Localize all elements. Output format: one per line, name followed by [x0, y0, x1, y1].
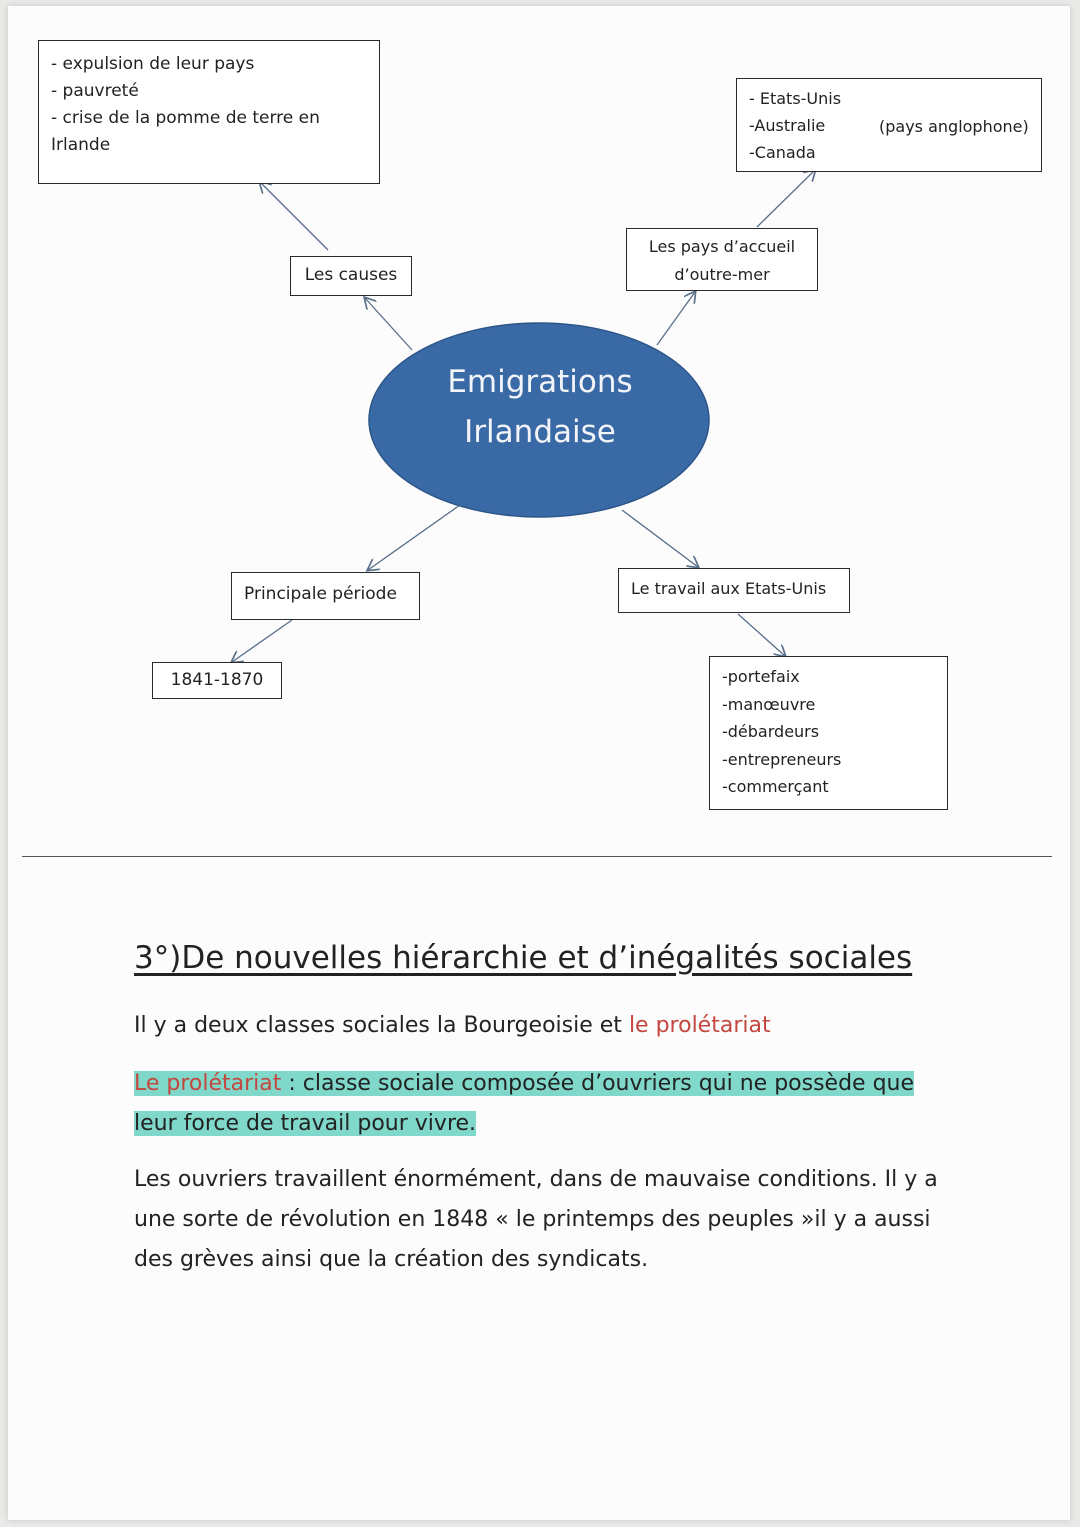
- arrow-pays-to-list: [757, 170, 815, 227]
- destinations-box: [626, 228, 818, 291]
- list-item: -débardeurs: [722, 722, 820, 741]
- center-title: [370, 357, 710, 457]
- list-item: - Etats-Unis: [749, 89, 842, 108]
- list-item: -Canada: [749, 143, 816, 162]
- intro-prefix: Il y a deux classes sociales la Bourgeoisie et: [134, 1013, 629, 1038]
- destinations-label-line1: Les pays d’accueil: [648, 237, 796, 256]
- section-heading: 3°)De nouvelles hiérarchie et d’inégalités sociales: [134, 940, 913, 976]
- list-item: -commerçant: [722, 777, 829, 796]
- intro-line: [134, 1006, 771, 1046]
- arrow-center-to-causes: [365, 298, 412, 350]
- arrow-center-to-travail: [622, 510, 698, 567]
- list-item: -manœuvre: [722, 694, 816, 714]
- center-title-line2: Irlandaise: [464, 414, 616, 450]
- period-value: 1841-1870: [170, 670, 264, 690]
- list-item: - pauvreté: [51, 81, 139, 101]
- definition-text-2: leur force de travail pour vivre.: [134, 1111, 477, 1136]
- list-item: -portefaix: [722, 667, 800, 686]
- period-dates-box: [152, 662, 282, 699]
- destinations-note: (pays anglophone): [879, 117, 1029, 136]
- paragraph-line: une sorte de révolution en 1848 « le printemps des peuples »il y a aussi: [134, 1207, 931, 1232]
- arrow-causes-to-list: [260, 182, 328, 250]
- causes-label: Les causes: [304, 265, 398, 285]
- destinations-label-line2: d’outre-mer: [674, 265, 770, 284]
- paragraph-line: Les ouvriers travaillent énormément, dans de mauvaise conditions. Il y a: [134, 1167, 938, 1192]
- list-item: -entrepreneurs: [722, 749, 842, 769]
- definition-term: Le prolétariat: [134, 1071, 282, 1096]
- work-box: [618, 568, 850, 613]
- work-list-box: [709, 656, 948, 810]
- arrow-center-to-pays: [657, 292, 695, 345]
- work-label: Le travail aux Etats-Unis: [631, 579, 827, 598]
- center-title-line1: Emigrations: [447, 364, 633, 400]
- arrow-center-to-periode: [368, 505, 460, 570]
- period-box: [231, 572, 420, 620]
- definition-line1: [134, 1064, 914, 1104]
- definition-line2: [134, 1104, 914, 1144]
- section-divider: [22, 856, 1052, 857]
- causes-box: [290, 256, 412, 296]
- list-item: - crise de la pomme de terre en: [51, 108, 320, 128]
- list-item: Irlande: [51, 135, 111, 155]
- arrow-travail-to-list: [738, 614, 785, 656]
- definition-text-1: : classe sociale composée d’ouvriers qui ne possède que: [281, 1071, 915, 1096]
- arrow-periode-to-dates: [232, 620, 292, 662]
- body-paragraph: [134, 1160, 938, 1280]
- intro-highlight: le prolétariat: [628, 1013, 771, 1038]
- definition: [134, 1064, 914, 1144]
- paragraph-line: des grèves ainsi que la création des syndicats.: [134, 1247, 649, 1272]
- destinations-list-box: [736, 78, 1042, 172]
- causes-list-box: [38, 40, 380, 184]
- period-label: Principale période: [244, 584, 397, 604]
- list-item: - expulsion de leur pays: [51, 54, 255, 74]
- list-item: -Australie: [749, 116, 826, 135]
